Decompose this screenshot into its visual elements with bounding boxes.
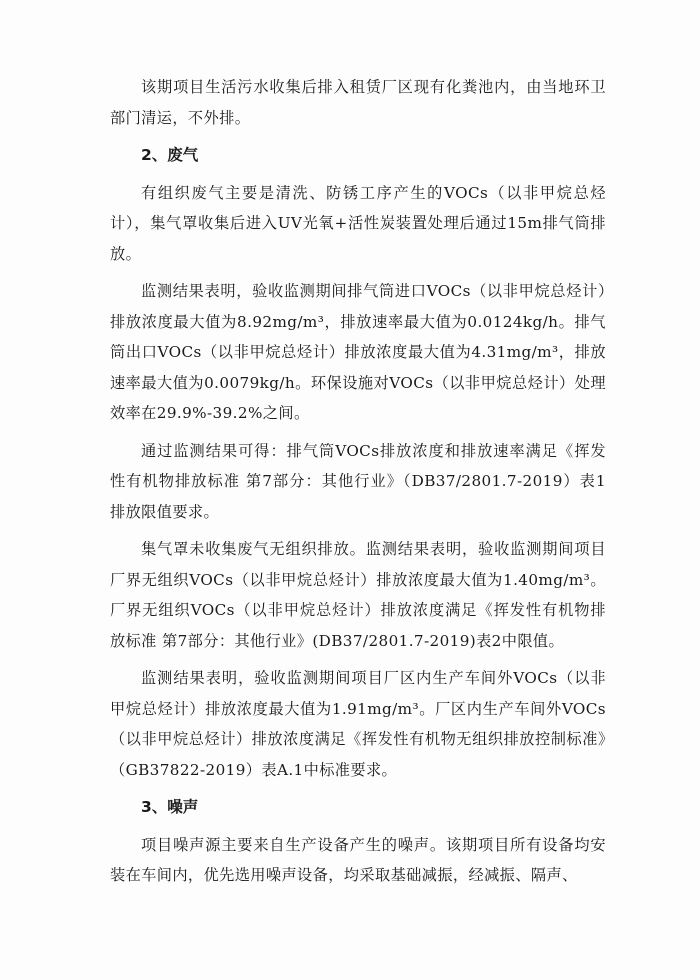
document-body [110, 72, 606, 891]
paragraph-noise: 项目噪声源主要来自生产设备产生的噪声。该期项目所有设备均安装在车间内，优先选用噪声设备，均采取基础减振，经减振、隔声、 [110, 835, 606, 884]
paragraph-wastewater: 该期项目生活污水收集后排入租赁厂区现有化粪池内，由当地环卫部门清运，不外排。 [110, 78, 606, 127]
paragraph-unorganized-boundary: 集气罩未收集废气无组织排放。监测结果表明，验收监测期间项目厂界无组织VOCs（以非甲烷总烃计）排放浓度最大值为1.40mg/m³。厂界无组织VOCs（以非甲烷总烃计）排放浓度满足《挥发性有机物排放标准 第7部分：其他行业》(DB37/2801.7-2019)表2中限值。 [110, 540, 606, 650]
section-heading-noise: 3、噪声 [141, 798, 199, 816]
paragraph-unorganized-workshop: 监测结果表明，验收监测期间项目厂区内生产车间外VOCs（以非甲烷总烃计）排放浓度最大值为1.91mg/m³。厂区内生产车间外VOCs（以非甲烷总烃计）排放浓度满足《挥发性有机物无组织排放控制标准》（GB37822-2019）表A.1中标准要求。 [110, 669, 606, 779]
paragraph-monitoring-results: 监测结果表明，验收监测期间排气筒进口VOCs（以非甲烷总烃计）排放浓度最大值为8.92mg/m³，排放速率最大值为0.0124kg/h。排气筒出口VOCs（以非甲烷总烃计）排放浓度最大值为4.31mg/m³，排放速率最大值为0.0079kg/h。环保设施对VOCs（以非甲烷总烃计）处理效率在29.9%-39.2%之间。 [110, 282, 606, 422]
section-heading-waste-gas: 2、废气 [141, 146, 199, 164]
paragraph-monitoring-conclusion: 通过监测结果可得：排气筒VOCs排放浓度和排放速率满足《挥发性有机物排放标准 第7部分：其他行业》（DB37/2801.7-2019）表1排放限值要求。 [110, 441, 606, 521]
paragraph-organized-gas: 有组织废气主要是清洗、防锈工序产生的VOCs（以非甲烷总烃计），集气罩收集后进入UV光氧+活性炭装置处理后通过15m排气筒排放。 [110, 183, 606, 263]
